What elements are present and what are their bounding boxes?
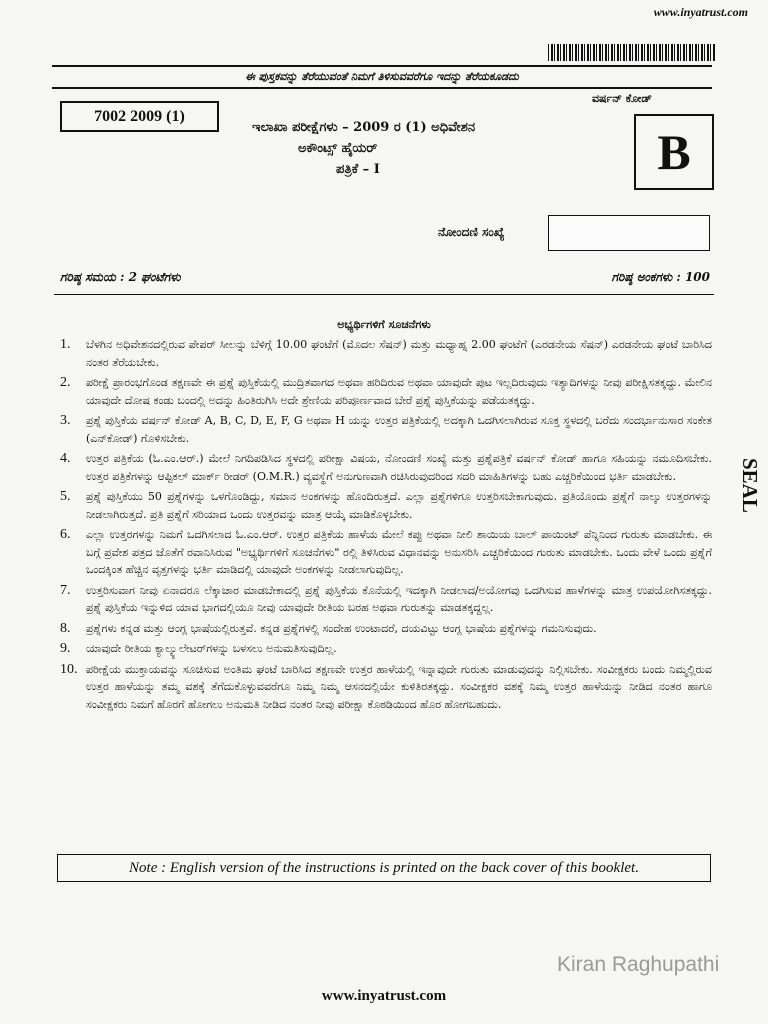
exam-session-title: ಇಲಾಖಾ ಪರೀಕ್ಷೆಗಳು – 2009 ರ (1) ಅಧಿವೇಶನ — [252, 120, 476, 135]
instructions-list — [60, 336, 712, 716]
english-version-note: Note : English version of the instructions is printed on the back cover of this booklet. — [57, 854, 711, 882]
instruction-item: 1. ಬೆಳಗಿನ ಅಧಿವೇಶನದಲ್ಲಿರುವ ಪೇಪರ್ ಸೀಲನ್ನು ಬೆಳಿಗ್ಗೆ 10.00 ಘಂಟೆಗೆ (ಮೊದಲ ಸೆಷನ್) ಮತ್ತು ಮಧ್ಯಾಹ್ನ 2.00 ಘಂಟೆಗೆ (ಎರಡನೇಯ ಸೆಷನ್) ಎರಡನೇಯ ಘಂಟೆ ಬಾರಿಸಿದ ನಂತರ ತೆರೆಯಬೇಕು. — [60, 337, 712, 369]
instruction-item: 8. ಪ್ರಶ್ನೆಗಳು ಕನ್ನಡ ಮತ್ತು ಆಂಗ್ಲ ಭಾಷೆಯಲ್ಲಿರುತ್ತವೆ. ಕನ್ನಡ ಪ್ರಶ್ನೆಗಳಲ್ಲಿ ಸಂದೇಹ ಉಂಟಾದರೆ, ದಯವಿಟ್ಟು ಆಂಗ್ಲ ಭಾಷೆಯ ಪ್ರಶ್ನೆಗಳನ್ನು ಗಮನಿಸುವುದು. — [60, 620, 597, 636]
instructions-heading: ಅಭ್ಯರ್ಥಿಗಳಿಗೆ ಸೂಚನೆಗಳು — [337, 318, 431, 331]
site-url-bottom: www.inyatrust.com — [321, 988, 447, 1004]
exam-subject: ಅಕೌಂಟ್ಸ್ ಹೈಯರ್ — [298, 141, 378, 156]
do-not-open-warning: ಈ ಪುಸ್ತಕವನ್ನು ತೆರೆಯುವಂತೆ ನಿಮಗೆ ತಿಳಿಸುವವರೆಗೂ ಇದನ್ನು ತೆರೆಯಕೂಡದು — [52, 65, 712, 89]
instruction-item: 2. ಪರೀಕ್ಷೆ ಪ್ರಾರಂಭಗೊಂಡ ತಕ್ಷಣವೇ ಈ ಪ್ರಶ್ನೆ ಪುಸ್ತಿಕೆಯಲ್ಲಿ ಮುದ್ರಿತವಾಗದ ಅಥವಾ ಹರಿದಿರುವ ಅಥವಾ ಯಾವುದೇ ಪುಟ ಇಲ್ಲದಿರುವುದು ಇತ್ಯಾದಿಗಳನ್ನು ನೀವು ಪರೀಕ್ಷಿಸತಕ್ಕದ್ದು. ಮೇಲಿನ ಯಾವುದೇ ದೋಷ ಕಂಡು ಬಂದಲ್ಲಿ ಅದನ್ನು ಹಿಂತಿರುಗಿಸಿ ಅದೇ ಶ್ರೇಣಿಯ ಪರಿಪೂರ್ಣವಾದ ಬೇರೆ ಪ್ರಶ್ನೆ ಪುಸ್ತಿಕೆಯನ್ನು ಪಡೆಯತಕ್ಕದ್ದು. — [60, 375, 712, 407]
version-code-box: B — [634, 114, 714, 190]
seal-label: SEAL — [738, 458, 762, 513]
site-url-top: www.inyatrust.com — [653, 5, 748, 19]
instruction-item: 7. ಉತ್ತರಿಸುವಾಗ ನೀವು ಏನಾದರೂ ಲೆಕ್ಕಾಚಾರ ಮಾಡಬೇಕಾದಲ್ಲಿ ಪ್ರಶ್ನೆ ಪುಸ್ತಿಕೆಯ ಕೊನೆಯಲ್ಲಿ ಇದಕ್ಕಾಗಿ ನೀಡಲಾದ/ಅಯೋಗವು ಒದಗಿಸುವ ಹಾಳೆಗಳನ್ನು ಮಾತ್ರ ಉಪಯೋಗಿಸತಕ್ಕದ್ದು. ಪ್ರಶ್ನೆ ಪುಸ್ತಿಕೆಯ ಇನ್ನುಳಿದ ಯಾವ ಭಾಗದಲ್ಲಿಯೂ ನೀವು ಯಾವುದೇ ರೀತಿಯ ಬರಹ ಅಥವಾ ಗುರುತನ್ನು ಮಾಡತಕ್ಕದ್ದಲ್ಲ. — [60, 582, 712, 614]
exam-paper: ಪತ್ರಿಕೆ – I — [336, 162, 380, 177]
version-code-label: ವರ್ಷನ್ ಕೋಡ್ — [592, 92, 652, 105]
register-number-label: ನೋಂದಣಿ ಸಂಖ್ಯೆ — [438, 225, 505, 239]
instruction-item: 5. ಪ್ರಶ್ನೆ ಪುಸ್ತಿಕೆಯು 50 ಪ್ರಶ್ನೆಗಳನ್ನು ಒಳಗೊಂಡಿದ್ದು, ಸಮಾನ ಅಂಕಗಳನ್ನು ಹೊಂದಿರುತ್ತದೆ. ಎಲ್ಲಾ ಪ್ರಶ್ನೆಗಳಿಗೂ ಉತ್ತರಿಸಬೇಕಾಗುವುದು. ಪ್ರತಿಯೊಂದು ಪ್ರಶ್ನೆಗೆ ನಾಲ್ಕು ಉತ್ತರಗಳನ್ನು ನೀಡಲಾಗಿರುತ್ತದೆ. ಪ್ರತಿ ಪ್ರಶ್ನೆಗೆ ಸರಿಯಾದ ಒಂದು ಉತ್ತರವನ್ನು ಮಾತ್ರ ಆಯ್ಕೆ ಮಾಡಿಕೊಳ್ಳಬೇಕು. — [60, 489, 712, 521]
barcode — [548, 44, 716, 61]
register-number-box[interactable] — [548, 215, 710, 251]
instruction-item: 6. ಎಲ್ಲಾ ಉತ್ತರಗಳನ್ನು ನಿಮಗೆ ಒದಗಿಸಲಾದ ಓ.ಎಂ.ಆರ್. ಉತ್ತರ ಪತ್ರಿಕೆಯ ಹಾಳೆಯ ಮೇಲೆ ಕಪ್ಪು ಅಥವಾ ನೀಲಿ ಶಾಯಿಯ ಬಾಲ್ ಪಾಯಿಂಟ್ ಪೆನ್ನಿನಿಂದ ಗುರುತು ಮಾಡಬೇಕು. ಈ ಬಗ್ಗೆ ಪ್ರವೇಶ ಪತ್ರದ ಜೊತೆಗೆ ರವಾನಿಸಿರುವ "ಅಭ್ಯರ್ಥಿಗಳಿಗೆ ಸೂಚನೆಗಳು" ರಲ್ಲಿ ತಿಳಿಸಿರುವ ವಿಧಾನವನ್ನು ಅನುಸರಿಸಿ ಎಚ್ಚರಿಕೆಯಿಂದ ಗುರುತು ಮಾಡಬೇಕು. ಒಂದು ವೇಳೆ ಒಂದು ಪ್ರಶ್ನೆಗೆ ಒಂದಕ್ಕಿಂತ ಹೆಚ್ಚಿನ ವೃತ್ತಗಳನ್ನು ಭರ್ತಿ ಮಾಡಿದಲ್ಲಿ ಯಾವುದೇ ಅಂಕಗಳನ್ನು ನೀಡಲಾಗುವುದಿಲ್ಲ. — [60, 527, 712, 576]
max-marks: ಗರಿಷ್ಠ ಅಂಕಗಳು : 100 — [611, 270, 710, 284]
instruction-item: 3. ಪ್ರಶ್ನೆ ಪುಸ್ತಿಕೆಯ ವರ್ಷನ್ ಕೋಡ್ A, B, C, D, E, F, G ಅಥವಾ H ಯನ್ನು ಉತ್ತರ ಪತ್ರಿಕೆಯಲ್ಲಿ ಅದಕ್ಕಾಗಿ ಒದಗಿಸಲಾಗಿರುವ ಸೂಕ್ತ ಸ್ಥಳದಲ್ಲಿ ಬರೆದು ಸಂದರ್ಭಾನುಸಾರ ಸಂಕೇತ (ಎನ್‌ಕೋಡ್) ಗೊಳಿಸಬೇಕು. — [60, 413, 712, 445]
instruction-item: 4. ಉತ್ತರ ಪತ್ರಿಕೆಯ (ಓ.ಎಂ.ಆರ್.) ಮೇಲೆ ನಿಗದಿಪಡಿಸಿದ ಸ್ಥಳದಲ್ಲಿ ಪರೀಕ್ಷಾ ವಿಷಯ, ನೋಂದಣಿ ಸಂಖ್ಯೆ ಮತ್ತು ಪ್ರಶ್ನೆಪತ್ರಿಕೆ ವರ್ಷನ್ ಕೋಡ್ ಹಾಗೂ ಸಹಿಯನ್ನು ನಮೂದಿಸಬೇಕು. ಉತ್ತರ ಪತ್ರಿಕೆಗಳನ್ನು ಆಪ್ಟಿಕಲ್ ಮಾರ್ಕ್ ರೀಡರ್ (O.M.R.) ವ್ಯವಸ್ಥೆಗೆ ಅನುಗುಣವಾಗಿ ರಚಿಸಿರುವುದರಿಂದ ಸದರಿ ಮಾಹಿತಿಗಳನ್ನು ಬಹು ಎಚ್ಚರಿಕೆಯಿಂದ ಭರ್ತಿ ಮಾಡಬೇಕು. — [60, 451, 712, 483]
instruction-item: 9. ಯಾವುದೇ ರೀತಿಯ ಕ್ಯಾಲ್ಕ್ಯುಲೇಟರ್‌ಗಳನ್ನು ಬಳಸಲು ಅನುಮತಿಸುವುದಿಲ್ಲ. — [60, 641, 337, 656]
divider — [54, 294, 714, 295]
instruction-item: 10. ಪರೀಕ್ಷೆಯ ಮುಕ್ತಾಯವನ್ನು ಸೂಚಿಸುವ ಅಂತಿಮ ಘಂಟೆ ಬಾರಿಸಿದ ತಕ್ಷಣವೇ ಉತ್ತರ ಹಾಳೆಯಲ್ಲಿ ಇನ್ನಾವುದೇ ಗುರುತು ಮಾಡುವುದನ್ನು ನಿಲ್ಲಿಸಬೇಕು. ಸಂವೀಕ್ಷಕರು ಬಂದು ನಿಮ್ಮಲ್ಲಿರುವ ಉತ್ತರ ಹಾಳೆಯನ್ನು ತಮ್ಮ ವಶಕ್ಕೆ ತೆಗೆದುಕೊಳ್ಳುವವರೆಗೂ ನಿಮ್ಮ ನಿಮ್ಮ ಆಸನದಲ್ಲಿಯೇ ಕುಳಿತಿರತಕ್ಕದ್ದು. ಸಂವೀಕ್ಷಕರ ವಶಕ್ಕೆ ನಿಮ್ಮ ಉತ್ತರ ಹಾಳೆಯನ್ನು ನೀಡಿದ ನಂತರ ಹಾಗೂ ಸಂವೀಕ್ಷಕರು ನಿಮಗೆ ಹೊರಗೆ ಹೋಗಲು ಅನುಮತಿ ನೀಡಿದ ನಂತರ ನೀವು ಪರೀಕ್ಷಾ ಕೊಠಡಿಯಿಂದ ಹೊರ ಹೋಗಬಹುದು. — [60, 661, 712, 711]
max-time: ಗರಿಷ್ಠ ಸಮಯ : 2 ಘಂಟೆಗಳು — [60, 270, 181, 284]
exam-header — [252, 117, 582, 180]
paper-code-box: 7002 2009 (1) — [60, 101, 219, 132]
watermark: Kiran Raghupathi — [557, 953, 720, 976]
